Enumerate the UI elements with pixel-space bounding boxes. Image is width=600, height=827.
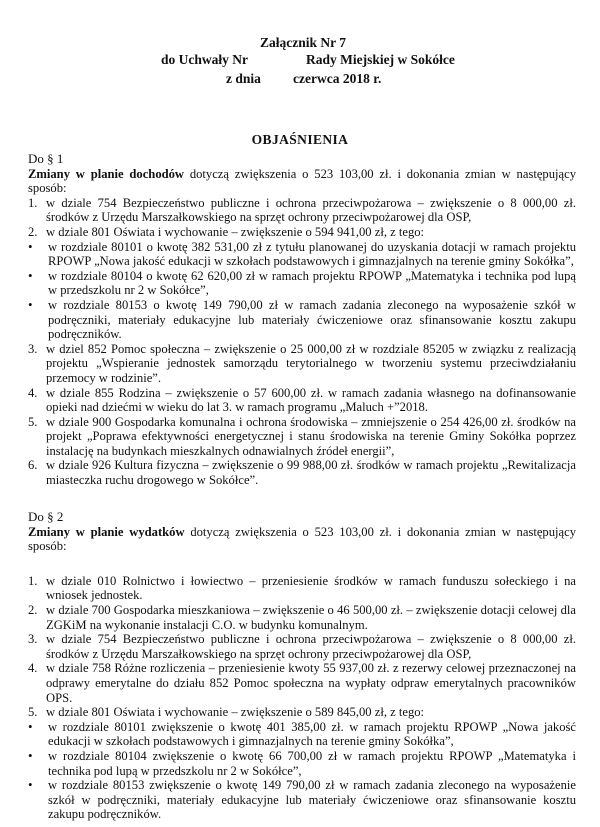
list-item xyxy=(28,603,576,632)
bullet-icon: • xyxy=(28,296,33,312)
list-item xyxy=(28,342,576,386)
list-item-text: w dziale 926 Kultura fizyczna – zwiększenie o 99 988,00 zł. środków w ramach projektu „Rewitalizacja miasteczka ruchu drogowego w Sokółce”. xyxy=(46,458,576,488)
section-1-heading: Do § 1 xyxy=(28,151,64,166)
list-item-text: w rozdziale 80101 o kwotę 382 531,00 zł z tytułu planowanej do uzyskania dotacji w ramach projektu RPOWP „Nowa jakość edukacji w szkołach podstawowych i gimnazjalnych na terenie gminy Sokółka”, xyxy=(48,239,576,269)
document-title: OBJAŚNIENIA xyxy=(251,132,349,147)
list-item xyxy=(28,269,576,298)
section-1-lead-text: dotyczą zwiększenia o 523 103,00 zł. i dokonania zmian w następujący sposób: xyxy=(28,166,576,196)
list-item xyxy=(28,298,576,342)
list-item-text: w rozdziale 80104 zwiększenie o kwotę 66 700,00 zł w ramach projektu RPOWP „Matematyka i technika pod lupą w przedszkolu nr 2 w Sokółce”, xyxy=(48,748,576,778)
council-name: Rady Miejskiej w Sokółce xyxy=(306,52,455,67)
list-item-text: w rozdziale 80101 zwiększenie o kwotę 401 385,00 zł. w ramach projektu RPOWP „Nowa jakość edukacji w szkołach podstawowych i gimnazjalnych na terenie gminy Sokółka”, xyxy=(48,719,576,749)
list-item xyxy=(28,225,576,240)
list-marker: 1. xyxy=(28,573,38,588)
section-1 xyxy=(28,152,576,488)
list-item xyxy=(28,574,576,603)
resolution-number: do Uchwały Nr xyxy=(161,52,248,67)
list-item-text: w rozdziale 80153 zwiększenie o kwotę 149 790,00 zł w ramach zadania zleconego na wyposażenie szkół w podręczniki, materiały edukacyjne lub materiały ćwiczeniowe oraz sfinansowanie kosztu zakupu podręczników. xyxy=(48,778,576,822)
list-item-text: w dziel 852 Pomoc społeczna – zwiększenie o 25 000,00 zł w rozdziale 85205 w związku z realizacją projektu „Wspieranie jednostek samorządu terytorialnego w tworzeniu systemu przeciwdziałaniu przemocy w rodzinie”. xyxy=(46,341,576,385)
list-item xyxy=(28,196,576,225)
list-marker: 5. xyxy=(28,705,38,720)
section-2-lead xyxy=(28,525,576,554)
section-2-lead-text: dotyczą zwiększenia o 523 103,00 zł. i dokonania zmian w następujący sposób: xyxy=(28,524,577,554)
list-item xyxy=(28,661,576,705)
section-1-lead-bold: Zmiany w planie dochodów xyxy=(28,166,185,181)
list-item xyxy=(28,240,576,269)
list-marker: 2. xyxy=(28,602,38,617)
list-item-text: w dziale 801 Oświata i wychowanie – zwiększenie o 589 845,00 zł, z tego: xyxy=(46,705,425,720)
list-item xyxy=(28,705,576,720)
section-1-lead xyxy=(28,167,576,196)
list-item xyxy=(28,720,576,749)
list-marker: 5. xyxy=(28,414,38,429)
section-2-heading: Do § 2 xyxy=(28,509,64,524)
list-item-text: w dziale 700 Gospodarka mieszkaniowa – zwiększenie o 46 500,00 zł. – zwiększenie dotacji celowej dla ZGKiM na wykonanie instalacji C.O. w budynku komunalnym. xyxy=(46,602,576,632)
list-marker: 2. xyxy=(28,224,38,239)
list-item xyxy=(28,386,576,415)
bullet-icon: • xyxy=(28,718,33,734)
list-item xyxy=(28,778,576,822)
list-item-text: w dziale 855 Rodzina – zwiększenie o 57 600,00 zł. w ramach zadania własnego na dofinansowanie opieki nad dziećmi w wieku do lat 3. w ramach programu „Maluch +”2018. xyxy=(46,385,576,415)
list-marker: 1. xyxy=(28,195,38,210)
section-2-lead-bold: Zmiany w planie wydatków xyxy=(28,524,185,539)
date-prefix: z dnia xyxy=(226,71,261,86)
list-item-text: w dziale 754 Bezpieczeństwo publiczne i ochrona przeciwpożarowa – zwiększenie o 8 000,00 zł. środków z Urzędu Marszałkowskiego na sprzęt ochrony przeciwpożarowej dla OSP, xyxy=(46,632,576,661)
list-item-text: w dziale 010 Rolnictwo i łowiectwo – przeniesienie środków w ramach funduszu sołeckiego i na wniosek jednostek. xyxy=(46,573,576,603)
list-item xyxy=(28,749,576,778)
attachment-number: Załącznik Nr 7 xyxy=(260,35,347,50)
section-2 xyxy=(28,510,576,822)
list-marker: 6. xyxy=(28,458,38,473)
list-item xyxy=(28,415,576,459)
bullet-icon: • xyxy=(28,777,33,793)
bullet-icon: • xyxy=(28,267,33,283)
list-marker: 3. xyxy=(28,632,38,647)
list-marker: 3. xyxy=(28,341,38,356)
list-item xyxy=(28,458,576,487)
bullet-icon: • xyxy=(28,747,33,763)
list-item xyxy=(28,632,576,661)
date-suffix: czerwca 2018 r. xyxy=(293,71,382,86)
list-marker: 4. xyxy=(28,661,38,676)
list-item-text: w dziale 754 Bezpieczeństwo publiczne i ochrona przeciwpożarowa – zwiększenie o 8 000,00 zł. środków z Urzędu Marszałkowskiego na sprzęt ochrony przeciwpożarowej dla OSP, xyxy=(46,195,576,225)
bullet-icon: • xyxy=(28,238,33,254)
list-item-text: w dziale 758 Różne rozliczenia – przeniesienie kwoty 55 937,00 zł. z rezerwy celowej przeznaczonej na odprawy emerytalne do działu 852 Pomoc społeczna na wypłaty odpraw emerytalnych pracowników OPS. xyxy=(46,661,576,705)
list-marker: 4. xyxy=(28,385,38,400)
list-item-text: w rozdziale 80104 o kwotę 62 620,00 zł w ramach projektu RPOWP „Matematyka i technika pod lupą w przedszkolu nr 2 w Sokółce”, xyxy=(48,268,576,298)
list-item-text: w dziale 900 Gospodarka komunalna i ochrona środowiska – zmniejszenie o 254 426,00 zł. środków na projekt „Poprawa efektywności energetycznej i stanu środowiska na terenie Gminy Sokółka poprzez instalację na budynkach mieszkalnych odnawialnych źródeł energii”, xyxy=(46,414,576,458)
list-item-text: w rozdziale 80153 o kwotę 149 790,00 zł w ramach zadania zleconego na wyposażenie szkół w podręczniki, materiały edukacyjne lub materiały ćwiczeniowe oraz sfinansowanie kosztu zakupu podręczników. xyxy=(48,297,576,342)
list-item-text: w dziale 801 Oświata i wychowanie – zwiększenie o 594 941,00 zł, z tego: xyxy=(46,224,425,239)
